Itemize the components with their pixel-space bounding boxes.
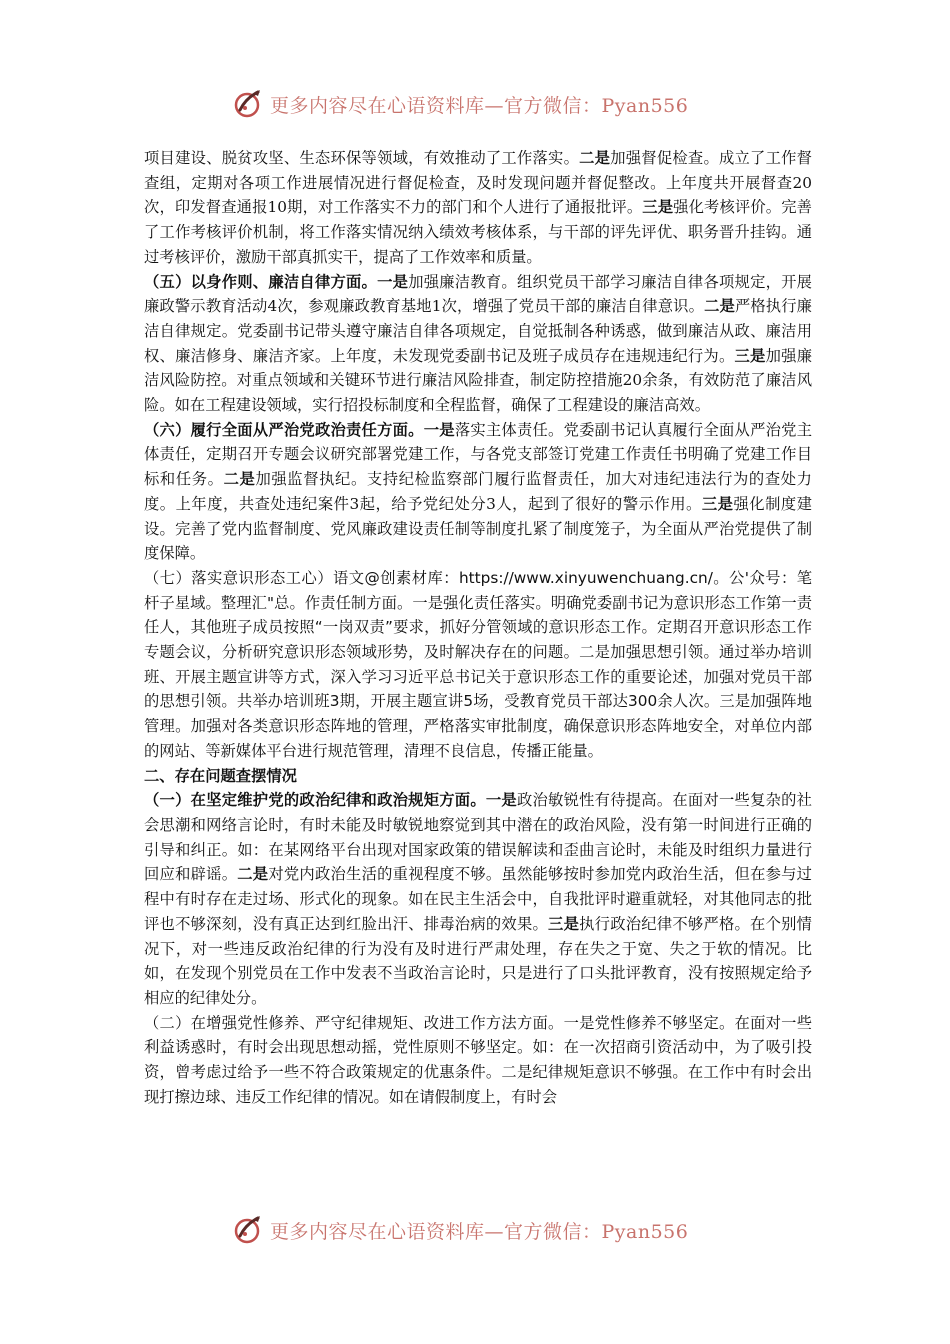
watermark-text: 更多内容尽在心语资料库—官方微信：Pyan556	[270, 94, 689, 117]
pen-swirl-logo-icon	[232, 1214, 264, 1246]
paragraph: （二）在增强党性修养、严守纪律规矩、改进工作方法方面。一是党性修养不够坚定。在面对一些利益诱惑时，有时会出现思想动摇，党性原则不够坚定。如：在一次招商引资活动中，为了吸引投资，曾考虑过给予一些不符合政策规定的优惠条件。二是纪律规矩意识不够强。在工作中有时会出现打擦边球、违反工作纪律的情况。如在请假制度上，有时会	[144, 1013, 812, 1106]
paragraph: （一）在坚定维护党的政治纪律和政治规矩方面。一是政治敏锐性有待提高。在面对一些复杂的社会思潮和网络言论时，有时未能及时敏锐地察觉到其中潜在的政治风险，没有第一时间进行正确的引导和纠正。如：在某网络平台出现对国家政策的错误解读和歪曲言论时，未能及时组织力量进行回应和辟谣。二是对党内政治生活的重视程度不够。虽然能够按时参加党内政治生活，但在参与过程中有时存在走过场、形式化的现象。如在民主生活会中，自我批评时避重就轻，对其他同志的批评也不够深刻，没有真正达到红脸出汗、排毒治病的效果。三是执行政治纪律不够严格。在个别情况下，对一些违反政治纪律的行为没有及时进行严肃处理，存在失之于宽、失之于软的情况。比如，在发现个别党员在工作中发表不当政治言论时，只是进行了口头批评教育，没有按照规定给予相应的纪律处分。	[144, 791, 812, 1007]
document-body	[144, 146, 812, 1109]
paragraph: （六）履行全面从严治党政治责任方面。一是落实主体责任。党委副书记认真履行全面从严治党主体责任，定期召开专题会议研究部署党建工作，与各党支部签订党建工作责任书明确了党建工作目标和任务。二是加强监督执纪。支持纪检监察部门履行监督责任，加大对违纪违法行为的查处力度。上年度，共查处违纪案件3起，给予党纪处分3人，起到了很好的警示作用。三是强化制度建设。完善了党内监督制度、党风廉政建设责任制等制度扎紧了制度笼子，为全面从严治党提供了制度保障。	[144, 420, 812, 563]
footer-watermark	[232, 1212, 752, 1248]
paragraph: （五）以身作则、廉洁自律方面。一是加强廉洁教育。组织党员干部学习廉洁自律各项规定，开展廉政警示教育活动4次，参观廉政教育基地1次，增强了党员干部的廉洁自律意识。二是严格执行廉洁自律规定。党委副书记带头遵守廉洁自律各项规定，自觉抵制各种诱惑，做到廉洁从政、廉洁用权、廉洁修身、廉洁齐家。上年度，未发现党委副书记及班子成员存在违规违纪行为。三是加强廉洁风险防控。对重点领域和关键环节进行廉洁风险排查，制定防控措施20余条，有效防范了廉洁风险。如在工程建设领域，实行招投标制度和全程监督，确保了工程建设的廉洁高效。	[144, 272, 812, 415]
header-watermark	[232, 86, 752, 122]
watermark-text: 更多内容尽在心语资料库—官方微信：Pyan556	[270, 1220, 689, 1243]
section-heading: 二、存在问题查摆情况	[144, 766, 297, 785]
pen-swirl-logo-icon	[232, 88, 264, 120]
paragraph: 项目建设、脱贫攻坚、生态环保等领域，有效推动了工作落实。二是加强督促检查。成立了工作督查组，定期对各项工作进展情况进行督促检查，及时发现问题并督促整改。上年度共开展督查20次，印发督查通报10期，对工作落实不力的部门和个人进行了通报批评。三是强化考核评价。完善了工作考核评价机制，将工作落实情况纳入绩效考核体系，与干部的评先评优、职务晋升挂钩。通过考核评价，激励干部真抓实干，提高了工作效率和质量。	[144, 149, 812, 266]
paragraph: （七）落实意识形态工心）语文@创素材库：https://www.xinyuwenchuang.cn/。公'众号：笔杆子星域。整理汇"总。作责任制方面。一是强化责任落实。明确党委副书记为意识形态工作第一责任人，其他班子成员按照“一岗双责”要求，抓好分管领域的意识形态工作。定期召开意识形态工作专题会议，分析研究意识形态领域形势，及时解决存在的问题。二是加强思想引领。通过举办培训班、开展主题宣讲等方式，深入学习习近平总书记关于意识形态工作的重要论述，加强对党员干部的思想引领。共举办培训班3期，开展主题宣讲5场，受教育党员干部达300余人次。三是加强阵地管理。加强对各类意识形态阵地的管理，严格落实审批制度，确保意识形态阵地安全，对单位内部的网站、等新媒体平台进行规范管理，清理不良信息，传播正能量。	[144, 568, 812, 760]
